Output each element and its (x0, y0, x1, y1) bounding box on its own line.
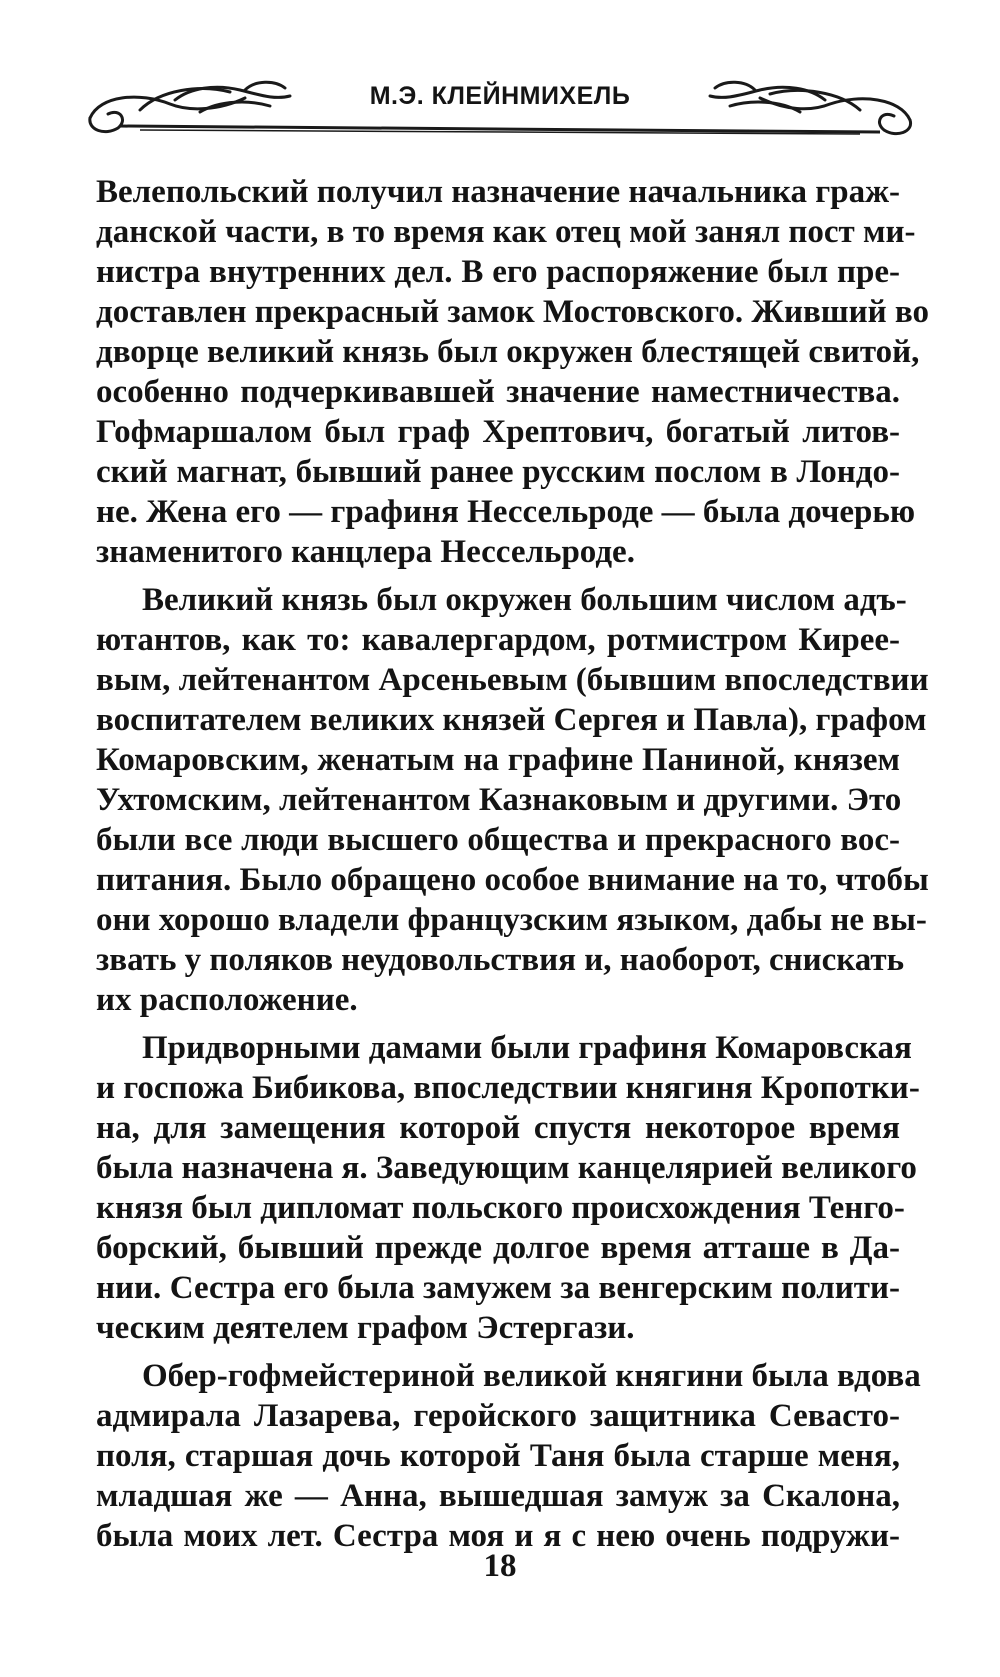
text-line: поля, старшая дочь которой Таня была старше меня, (96, 1438, 900, 1474)
text-line: их расположение. (96, 982, 358, 1018)
text-line: особенно подчеркивавшей значение наместничества. (96, 374, 900, 410)
text-line: Ухтомским, лейтенантом Казнаковым и другими. Это (96, 782, 902, 818)
text-line: Великий князь был окружен большим числом адъ- (142, 582, 907, 618)
text-line: питания. Было обращено особое внимание на то, чтобы (96, 862, 929, 898)
text-line: Комаровским, женатым на графине Паниной, князем (96, 742, 900, 778)
text-line: были все люди высшего общества и прекрасного вос- (96, 822, 900, 858)
paragraph (96, 172, 930, 572)
running-head: М.Э. КЛЕЙНМИХЕЛЬ (369, 82, 631, 110)
text-line: была моих лет. Сестра моя и я с нею очень подружи- (96, 1518, 900, 1554)
text-line: дворце великий князь был окружен блестящей свитой, (96, 334, 920, 370)
text-line: ческим деятелем графом Эстергази. (96, 1310, 635, 1346)
text-line: воспитателем великих князей Сергея и Павла), графом (96, 702, 927, 738)
text-line: нии. Сестра его была замужем за венгерским полити- (96, 1270, 900, 1306)
text-line: Велепольский получил назначение начальника граж- (96, 174, 901, 210)
text-line: Придворными дамами были графиня Комаровская (142, 1030, 912, 1066)
text-line: доставлен прекрасный замок Мостовского. Живший во (96, 294, 930, 330)
text-line: звать у поляков неудовольствия и, наоборот, снискать (96, 942, 905, 978)
text-line: адмирала Лазарева, геройского защитника Севасто- (96, 1398, 900, 1434)
text-line: не. Жена его — графиня Нессельроде — была дочерью (96, 494, 916, 530)
text-line: знаменитого канцлера Нессельроде. (96, 534, 635, 570)
text-line: и госпожа Бибикова, впоследствии княгиня Кропотки- (96, 1070, 920, 1106)
text-line: борский, бывший прежде долгое время атташе в Да- (96, 1230, 900, 1266)
text-line: ский магнат, бывший ранее русским послом в Лондо- (96, 454, 900, 490)
text-line: они хорошо владели французским языком, дабы не вы- (96, 902, 927, 938)
text-line: Обер-гофмейстериной великой княгини была вдова (142, 1358, 921, 1394)
text-line: на, для замещения которой спустя некоторое время (96, 1110, 900, 1146)
page-header (80, 70, 920, 150)
page-number: 18 (483, 1548, 517, 1584)
paragraph (96, 580, 929, 1020)
paragraph (96, 1028, 920, 1348)
text-line: ютантов, как то: кавалергардом, ротмистром Кирее- (96, 622, 900, 658)
paragraph (96, 1356, 921, 1556)
text-line: нистра внутренних дел. В его распоряжение был пре- (96, 254, 900, 290)
text-line: Гофмаршалом был граф Хрептович, богатый литов- (96, 414, 900, 450)
text-line: была назначена я. Заведующим канцелярией великого (96, 1150, 917, 1186)
body-text (96, 172, 930, 1556)
text-line: младшая же — Анна, вышедшая замуж за Скалона, (96, 1478, 900, 1514)
text-line: князя был дипломат польского происхождения Тенго- (96, 1190, 905, 1226)
text-line: вым, лейтенантом Арсеньевым (бывшим впоследствии (96, 662, 929, 698)
text-line: данской части, в то время как отец мой занял пост ми- (96, 214, 916, 250)
